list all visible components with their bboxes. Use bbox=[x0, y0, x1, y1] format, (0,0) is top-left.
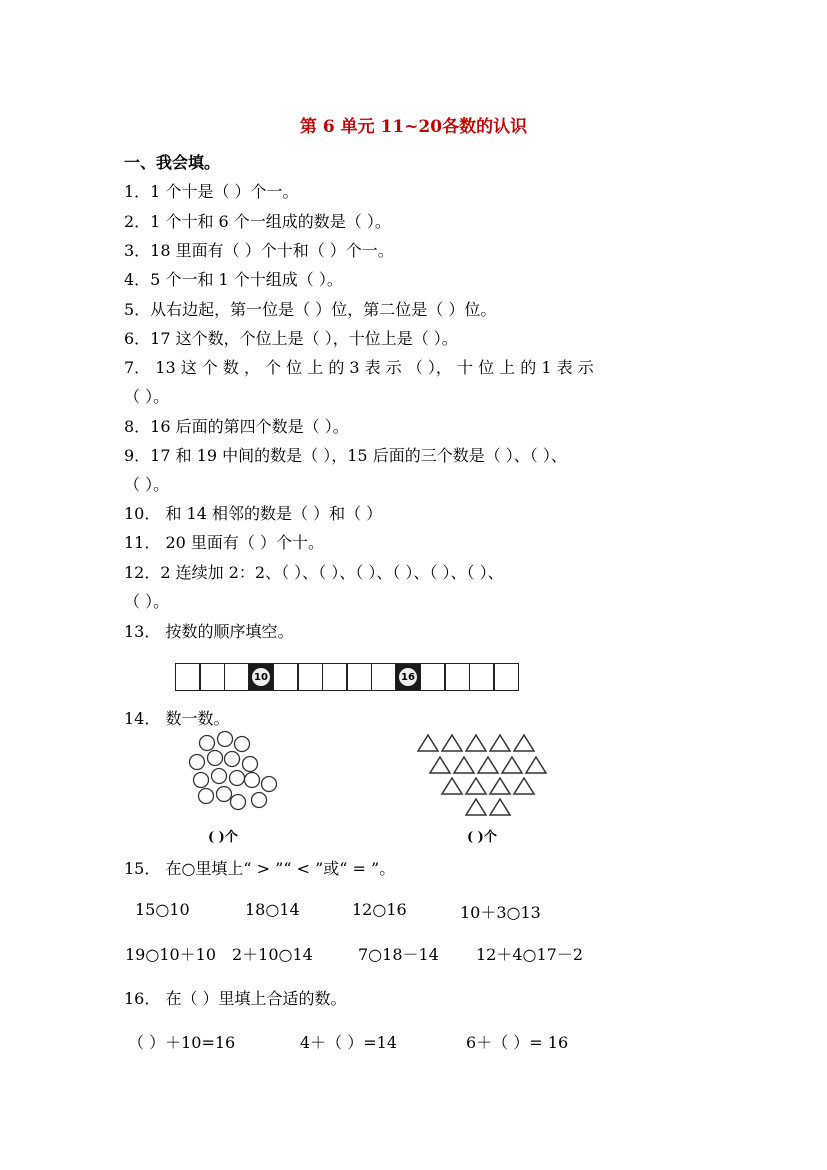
compare-item: 15○10 bbox=[135, 900, 190, 919]
question-5: 5．从右边起，第一位是（ ）位，第二位是（ ）位。 bbox=[124, 300, 497, 319]
strip-cell bbox=[175, 663, 201, 691]
question-10: 10． 和 14 相邻的数是（ ）和（ ） bbox=[124, 504, 383, 523]
strip-cell bbox=[248, 663, 274, 691]
question-2: 2．1 个十和 6 个一组成的数是（ ）。 bbox=[124, 212, 391, 231]
strip-cell bbox=[199, 663, 225, 691]
strip-cell bbox=[224, 663, 250, 691]
number-strip bbox=[176, 663, 519, 691]
strip-cell bbox=[444, 663, 470, 691]
compare-item: 2＋10○14 bbox=[232, 945, 313, 964]
question-7: 7． 13 这 个 数 ， 个 位 上 的 3 表 示 （ ）， 十 位 上 的 1 表 示 bbox=[124, 358, 594, 377]
strip-cell bbox=[371, 663, 397, 691]
compare-item: 19○10＋10 bbox=[125, 945, 217, 964]
compare-item: 7○18－14 bbox=[358, 945, 439, 964]
strip-cell bbox=[346, 663, 372, 691]
question-16: 16． 在（ ）里填上合适的数。 bbox=[124, 989, 347, 1008]
strip-cell bbox=[273, 663, 299, 691]
question-3: 3．18 里面有（ ）个十和（ ）个一。 bbox=[124, 241, 394, 260]
strip-number: 16 bbox=[399, 668, 417, 686]
question-12: 12．2 连续加 2：2、（ ）、（ ）、（ ）、（ ）、（ ）、（ ）、 bbox=[124, 563, 504, 582]
fill-item: 4＋（ ）=14 bbox=[300, 1033, 398, 1052]
question-1: 1．1 个十是（ ）个一。 bbox=[124, 182, 299, 201]
strip-cell bbox=[322, 663, 348, 691]
strip-cell bbox=[469, 663, 495, 691]
compare-item: 18○14 bbox=[245, 900, 300, 919]
fill-item: （ ）＋10=16 bbox=[128, 1033, 236, 1052]
question-4: 4．5 个一和 1 个十组成（ ）。 bbox=[124, 270, 343, 289]
compare-item: 10＋3○13 bbox=[460, 903, 541, 922]
question-11: 11． 20 里面有（ ）个十。 bbox=[124, 533, 324, 552]
circles-count-label: ( )个 bbox=[208, 830, 238, 845]
triangles-picture bbox=[414, 733, 554, 818]
strip-cell bbox=[420, 663, 446, 691]
question-14: 14． 数一数。 bbox=[124, 709, 230, 728]
question-9-cont: （ ）。 bbox=[124, 475, 170, 494]
question-12-cont: （ ）。 bbox=[124, 592, 170, 611]
strip-cell bbox=[297, 663, 323, 691]
question-9: 9．17 和 19 中间的数是（ ），15 后面的三个数是（ ）、（ ）、 bbox=[124, 446, 567, 465]
strip-number: 10 bbox=[252, 668, 270, 686]
question-8: 8．16 后面的第四个数是（ ）。 bbox=[124, 417, 349, 436]
page-title: 第 6 单元 11~20各数的认识 bbox=[299, 117, 528, 137]
question-6: 6．17 这个数，个位上是（ ），十位上是（ ）。 bbox=[124, 329, 458, 348]
question-13: 13． 按数的顺序填空。 bbox=[124, 622, 294, 641]
compare-item: 12○16 bbox=[352, 900, 407, 919]
compare-item: 12＋4○17－2 bbox=[476, 945, 584, 964]
section-heading: 一、我会填。 bbox=[124, 153, 221, 172]
circles-picture bbox=[180, 730, 290, 820]
strip-cell bbox=[395, 663, 421, 691]
strip-cell bbox=[493, 663, 519, 691]
question-15: 15． 在○里填上“ > ”“ < ”或“ = ”。 bbox=[124, 859, 396, 878]
triangles-count-label: ( )个 bbox=[467, 830, 497, 845]
question-7-cont: （ ）。 bbox=[124, 387, 170, 406]
fill-item: 6＋（ ）= 16 bbox=[466, 1033, 569, 1052]
